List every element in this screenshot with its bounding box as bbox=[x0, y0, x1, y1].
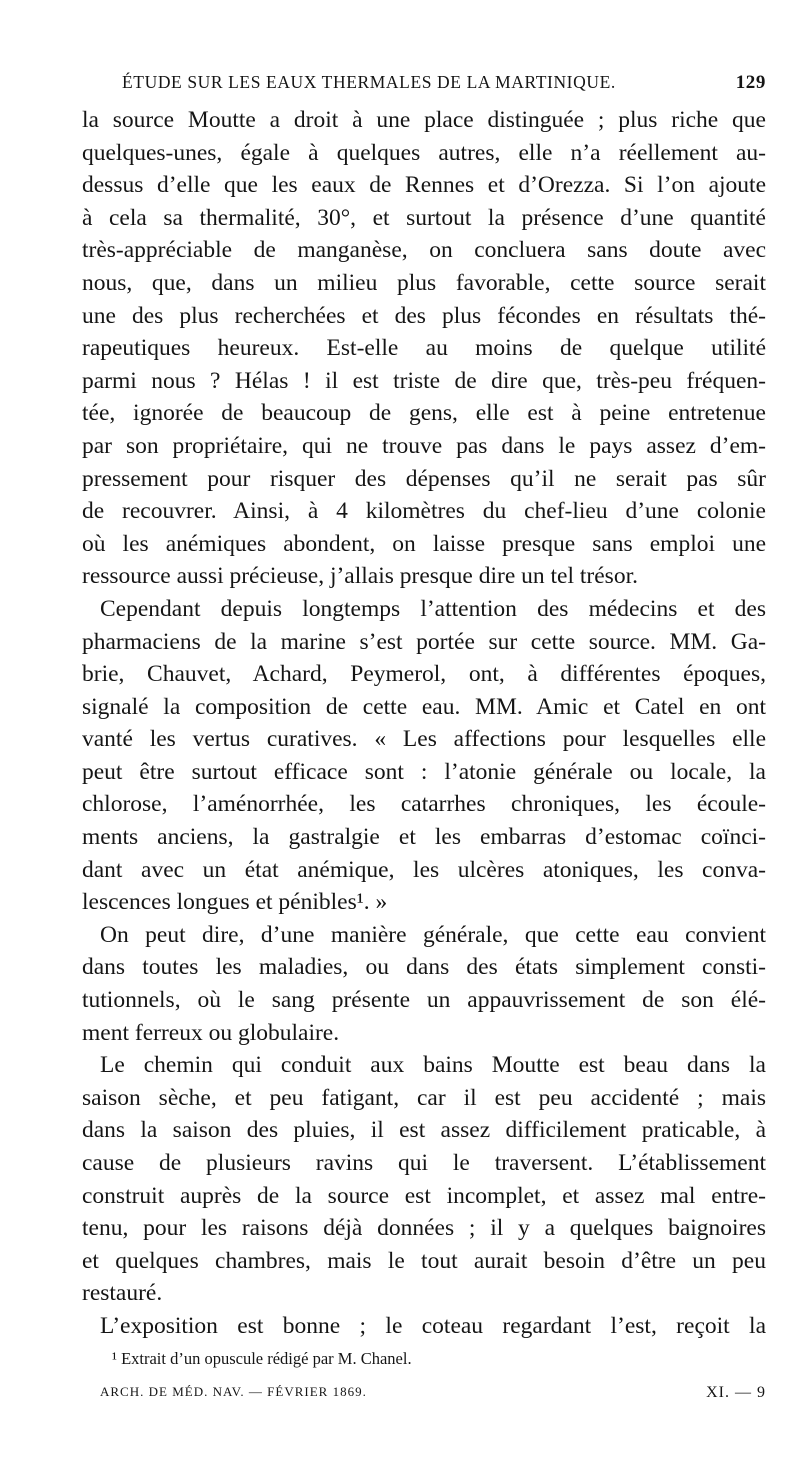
text-line: ments anciens, la gastralgie et les embarras d’estomac coïnci- bbox=[82, 824, 766, 851]
text-line: une des plus recherchées et des plus fécondes en résultats thé- bbox=[82, 302, 766, 329]
text-line: de recouvrer. Ainsi, à 4 kilomètres du chef-lieu d’une colonie bbox=[82, 498, 766, 525]
text-line: nous, que, dans un milieu plus favorable, cette source serait bbox=[82, 269, 766, 296]
text-line: dans toutes les maladies, ou dans des états simplement consti- bbox=[82, 954, 766, 981]
text-line: cause de plusieurs ravins qui le traversent. L’établissement bbox=[82, 1150, 766, 1176]
text-line: dant avec un état anémique, les ulcères atoniques, les conva- bbox=[82, 856, 766, 883]
text-line: tenu, pour les raisons déjà données ; il y a quelques baignoires bbox=[82, 1215, 766, 1242]
text-line: et quelques chambres, mais le tout aurait besoin d’être un peu bbox=[82, 1247, 766, 1274]
text-line: dessus d’elle que les eaux de Rennes et d’Orezza. Si l’on ajoute bbox=[82, 172, 766, 199]
text-line: restauré. bbox=[82, 1280, 163, 1307]
text-line: tée, ignorée de beaucoup de gens, elle est à peine entretenue bbox=[82, 400, 766, 427]
text-line: construit auprès de la source est incomplet, et assez mal entre- bbox=[82, 1182, 766, 1209]
text-line: lescences longues et pénibles¹. » bbox=[82, 889, 388, 916]
text-line: ment ferreux ou globulaire. bbox=[82, 1019, 340, 1046]
text-line: L’exposition est bonne ; le coteau regardant l’est, reçoit la bbox=[100, 1312, 766, 1339]
text-line: signalé la composition de cette eau. MM. Amic et Catel en ont bbox=[82, 693, 766, 720]
text-line: chlorose, l’aménorrhée, les catarrhes chroniques, les écoule- bbox=[82, 791, 766, 818]
body-text bbox=[82, 104, 766, 1343]
text-line: rapeutiques heureux. Est-elle au moins de quelque utilité bbox=[82, 335, 766, 362]
text-line: On peut dire, d’une manière générale, que cette eau convient bbox=[100, 921, 766, 948]
footnote: ¹ Extrait d’un opuscule rédigé par M. Chanel. bbox=[112, 1349, 412, 1368]
text-line: par son propriétaire, qui ne trouve pas dans le pays assez d’em- bbox=[82, 432, 766, 459]
text-line: saison sèche, et peu fatigant, car il est peu accidenté ; mais bbox=[82, 1084, 766, 1111]
page-number: 129 bbox=[735, 72, 766, 93]
text-line: tutionnels, où le sang présente un appauvrissement de son élé- bbox=[82, 987, 766, 1014]
text-line: pharmaciens de la marine s’est portée sur cette source. MM. Ga- bbox=[82, 628, 766, 655]
text-line: Cependant depuis longtemps l’attention des médecins et des bbox=[100, 595, 766, 622]
text-line: Le chemin qui conduit aux bains Moutte est beau dans la bbox=[100, 1052, 766, 1079]
text-line: très-appréciable de manganèse, on concluera sans doute avec bbox=[82, 237, 766, 264]
text-line: pressement pour risquer des dépenses qu’il ne serait pas sûr bbox=[82, 465, 766, 492]
text-line: ressource aussi précieuse, j’allais presque dire un tel trésor. bbox=[82, 563, 638, 590]
text-line: à cela sa thermalité, 30°, et surtout la présence d’une quantité bbox=[82, 204, 766, 231]
signature-line bbox=[100, 1384, 766, 1408]
text-line: où les anémiques abondent, on laisse presque sans emploi une bbox=[82, 530, 766, 557]
text-line: parmi nous ? Hélas ! il est triste de dire que, très-peu fréquen- bbox=[82, 367, 766, 394]
text-line: dans la saison des pluies, il est assez difficilement praticable, à bbox=[82, 1117, 766, 1144]
text-line: la source Moutte a droit à une place distinguée ; plus riche que bbox=[82, 107, 766, 133]
sheet-signature: XI. — 9 bbox=[706, 1384, 766, 1401]
journal-signature: ARCH. DE MÉD. NAV. — FÉVRIER 1869. bbox=[100, 1384, 367, 1399]
text-line: quelques-unes, égale à quelques autres, elle n’a réellement au- bbox=[82, 139, 766, 166]
running-head bbox=[100, 72, 766, 98]
text-line: vanté les vertus curatives. « Les affections pour lesquelles elle bbox=[82, 726, 766, 753]
text-line: peut être surtout efficace sont : l’atonie générale ou locale, la bbox=[82, 758, 766, 785]
text-line: brie, Chauvet, Achard, Peymerol, ont, à différentes époques, bbox=[82, 661, 766, 688]
running-head-title: ÉTUDE SUR LES EAUX THERMALES DE LA MARTINIQUE. bbox=[122, 72, 616, 92]
